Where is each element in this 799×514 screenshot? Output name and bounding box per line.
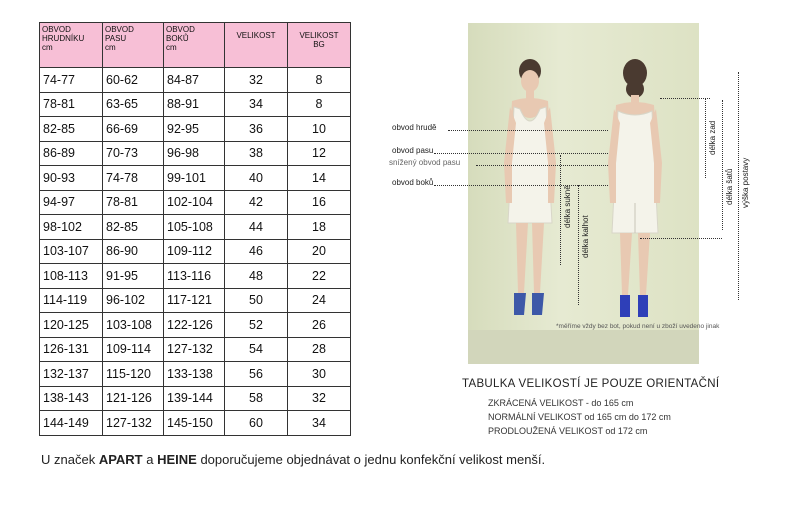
label-low-waist: snížený obvod pasu [389,158,461,167]
cell-hips: 127-132 [164,337,225,362]
cell-chest: 86-89 [40,141,103,166]
cell-waist: 66-69 [103,117,164,142]
cell-size: 36 [225,117,288,142]
header-chest-line1: OBVOD [42,25,71,34]
header-hips-line2: BOKŮ [166,34,189,43]
cell-chest: 82-85 [40,117,103,142]
header-hips [164,23,225,68]
cell-size-bg: 30 [288,362,351,387]
cell-waist: 109-114 [103,337,164,362]
table-row [40,386,351,411]
skirt-length-line [560,155,561,265]
cell-hips: 84-87 [164,68,225,93]
label-pants-length: délka kalhot [581,215,590,258]
cell-chest: 126-131 [40,337,103,362]
hips-line [434,185,608,186]
table-row [40,141,351,166]
chest-line [448,130,608,131]
header-waist-line1: OBVOD [105,25,134,34]
cell-chest: 144-149 [40,411,103,436]
cell-chest: 98-102 [40,215,103,240]
label-waist: obvod pasu [392,146,434,155]
cell-size-bg: 8 [288,68,351,93]
label-back-length: délka zad [708,120,717,155]
cell-size-bg: 22 [288,264,351,289]
cell-size: 32 [225,68,288,93]
size-info-line-normal: NORMÁLNÍ VELIKOST od 165 cm do 172 cm [488,412,671,422]
cell-size-bg: 12 [288,141,351,166]
cell-hips: 122-126 [164,313,225,338]
table-row [40,117,351,142]
footer-middle: a [142,452,158,467]
table-row [40,239,351,264]
cell-waist: 63-65 [103,92,164,117]
table-row [40,215,351,240]
cell-waist: 96-102 [103,288,164,313]
size-info-line-long: PRODLOUŽENÁ VELIKOST od 172 cm [488,426,648,436]
cell-waist: 103-108 [103,313,164,338]
cell-waist: 78-81 [103,190,164,215]
table-row [40,288,351,313]
header-hips-line1: OBVOD [166,25,195,34]
header-size-bg-line2: BG [313,40,325,49]
cell-size: 58 [225,386,288,411]
header-size-bg-line1: VELIKOST [299,31,339,40]
cell-size: 44 [225,215,288,240]
cell-waist: 82-85 [103,215,164,240]
label-height: výška postavy [741,157,750,208]
cell-size: 50 [225,288,288,313]
cell-waist: 121-126 [103,386,164,411]
cell-size: 38 [225,141,288,166]
cell-chest: 78-81 [40,92,103,117]
cell-size-bg: 32 [288,386,351,411]
cell-size: 60 [225,411,288,436]
label-chest: obvod hrudě [392,123,437,132]
brand-heine: HEINE [157,452,197,467]
table-header-row [40,23,351,68]
header-chest-line2: HRUDNÍKU [42,34,85,43]
cell-chest: 103-107 [40,239,103,264]
cell-hips: 88-91 [164,92,225,117]
header-waist-line2: PASU [105,34,127,43]
cell-waist: 91-95 [103,264,164,289]
cell-waist: 60-62 [103,68,164,93]
back-model-figure [608,59,662,317]
cell-size-bg: 26 [288,313,351,338]
cell-waist: 127-132 [103,411,164,436]
cell-size: 40 [225,166,288,191]
table-row [40,362,351,387]
dress-length-line [722,100,723,230]
low-waist-line [476,165,608,166]
table-row [40,411,351,436]
cell-chest: 108-113 [40,264,103,289]
cell-hips: 145-150 [164,411,225,436]
cell-size-bg: 34 [288,411,351,436]
model-photo [468,23,699,364]
header-waist [103,23,164,68]
cell-hips: 105-108 [164,215,225,240]
measurement-note: *měříme vždy bez bot, pokud není u zboží uvedeno jinak [556,323,720,330]
front-model-figure [504,59,556,315]
label-hips: obvod boků [392,178,434,187]
cell-size-bg: 8 [288,92,351,117]
brand-apart: APART [98,452,143,467]
header-chest-unit: cm [42,43,53,52]
footer-suffix: doporučujeme objednávat o jednu konfekční velikost menší. [196,452,546,467]
cell-size: 42 [225,190,288,215]
cell-size: 56 [225,362,288,387]
cell-size-bg: 24 [288,288,351,313]
cell-size-bg: 10 [288,117,351,142]
cell-size: 48 [225,264,288,289]
table-row [40,313,351,338]
label-skirt-length: délka sukně [563,185,572,228]
size-table [39,22,351,436]
table-row [40,92,351,117]
header-size-line1: VELIKOST [236,31,276,40]
header-chest [40,23,103,68]
cell-hips: 109-112 [164,239,225,264]
table-row [40,68,351,93]
cell-chest: 114-119 [40,288,103,313]
height-line [738,72,739,300]
cell-chest: 94-97 [40,190,103,215]
cell-chest: 120-125 [40,313,103,338]
cell-size: 34 [225,92,288,117]
cell-size-bg: 14 [288,166,351,191]
cell-chest: 74-77 [40,68,103,93]
cell-hips: 139-144 [164,386,225,411]
cell-size: 54 [225,337,288,362]
cell-size-bg: 28 [288,337,351,362]
cell-hips: 99-101 [164,166,225,191]
waist-line [434,153,608,154]
back-length-line [705,98,706,178]
cell-waist: 86-90 [103,239,164,264]
header-size [225,23,288,68]
cell-waist: 74-78 [103,166,164,191]
label-dress-length: délka šatů [725,168,734,205]
table-row [40,166,351,191]
footer-prefix: U značek [41,452,99,467]
table-row [40,337,351,362]
cell-hips: 117-121 [164,288,225,313]
model-figures [468,23,699,364]
cell-waist: 115-120 [103,362,164,387]
dress-bottom-line [640,238,722,239]
cell-chest: 132-137 [40,362,103,387]
size-info-title: TABULKA VELIKOSTÍ JE POUZE ORIENTAČNÍ [462,378,720,390]
cell-waist: 70-73 [103,141,164,166]
table-body [40,68,351,436]
cell-size: 52 [225,313,288,338]
cell-chest: 138-143 [40,386,103,411]
cell-hips: 113-116 [164,264,225,289]
table-row [40,190,351,215]
header-waist-unit: cm [105,43,116,52]
cell-chest: 90-93 [40,166,103,191]
table-row [40,264,351,289]
back-top-line [660,98,710,99]
cell-size: 46 [225,239,288,264]
cell-hips: 133-138 [164,362,225,387]
cell-size-bg: 20 [288,239,351,264]
size-info-line-short: ZKRÁCENÁ VELIKOST - do 165 cm [488,398,634,408]
cell-hips: 96-98 [164,141,225,166]
header-hips-unit: cm [166,43,177,52]
cell-hips: 102-104 [164,190,225,215]
brand-recommendation [41,452,545,467]
pants-length-line [578,185,579,305]
header-size-bg [288,23,351,68]
cell-hips: 92-95 [164,117,225,142]
cell-size-bg: 18 [288,215,351,240]
cell-size-bg: 16 [288,190,351,215]
